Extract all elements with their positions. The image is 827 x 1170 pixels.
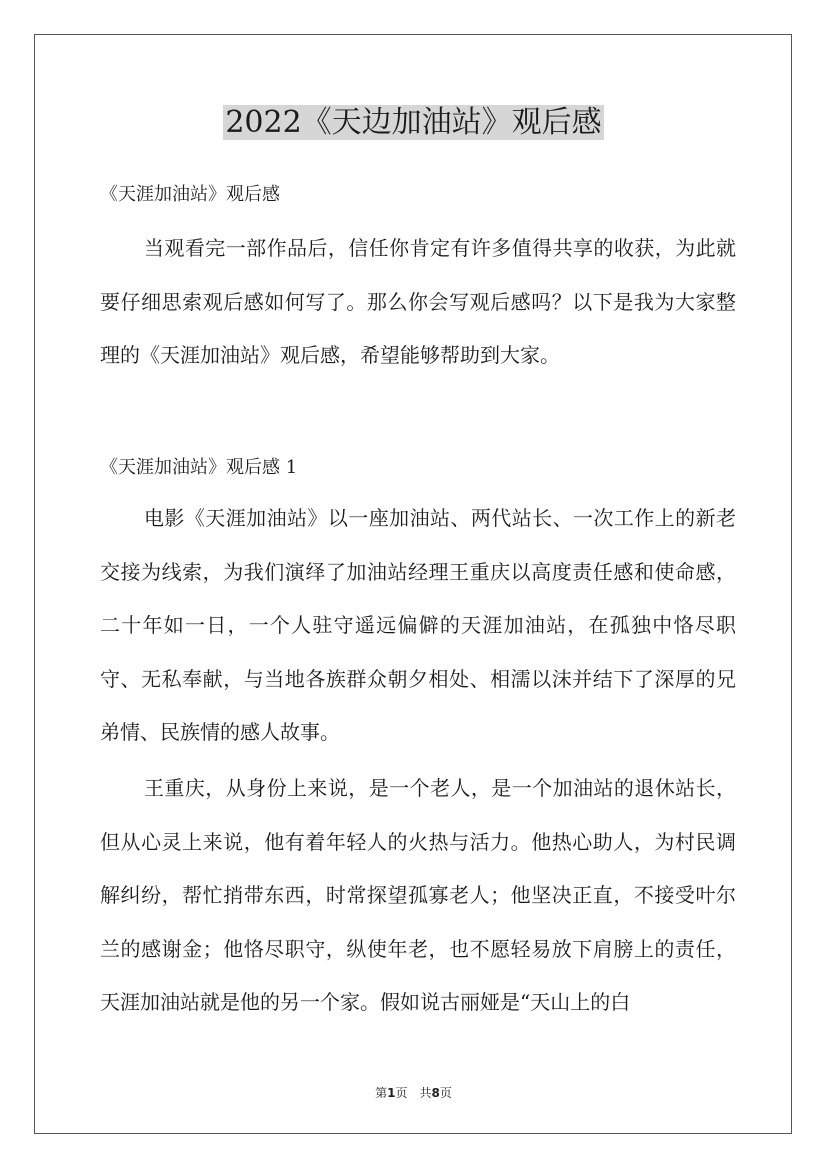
- page-footer: [0, 1085, 827, 1101]
- footer-mid: 页 共: [395, 1086, 432, 1100]
- footer-current-page: 1: [387, 1086, 396, 1100]
- footer-total-pages: 8: [431, 1086, 440, 1100]
- intro-paragraph: 当观看完一部作品后，信任你肯定有许多值得共享的收获，为此就要仔细思索观后感如何写了。那么你会写观后感吗？以下是我为大家整理的《天涯加油站》观后感，希望能够帮助到大家。: [100, 236, 736, 367]
- body-paragraph-2: 王重庆，从身份上来说，是一个老人，是一个加油站的退休站长，但从心灵上来说，他有着年轻人的火热与活力。他热心助人，为村民调解纠纷，帮忙捎带东西，时常探望孤寡老人；他坚决正直，不接受叶尔兰的感谢金；他恪尽职守，纵使年老，也不愿轻易放下肩膀上的责任，天涯加油站就是他的另一个家。假如说古丽娅是“天山上的白: [100, 776, 736, 1014]
- footer-suffix: 页: [439, 1086, 452, 1100]
- essay-heading: 《天涯加油站》观后感 1: [100, 457, 298, 478]
- body-paragraph-1: 电影《天涯加油站》以一座加油站、两代站长、一次工作上的新老交接为线索，为我们演绎了加油站经理王重庆以高度责任感和使命感，二十年如一日，一个人驻守遥远偏僻的天涯加油站，在孤独中恪尽职守、无私奉献，与当地各族群众朝夕相处、相濡以沫并结下了深厚的兄弟情、民族情的感人故事。: [100, 506, 736, 744]
- section-heading: 《天涯加油站》观后感: [100, 184, 280, 205]
- document-title: [0, 100, 827, 146]
- footer-prefix: 第: [375, 1086, 388, 1100]
- document-title-text: 2022《天边加油站》观后感: [225, 105, 602, 140]
